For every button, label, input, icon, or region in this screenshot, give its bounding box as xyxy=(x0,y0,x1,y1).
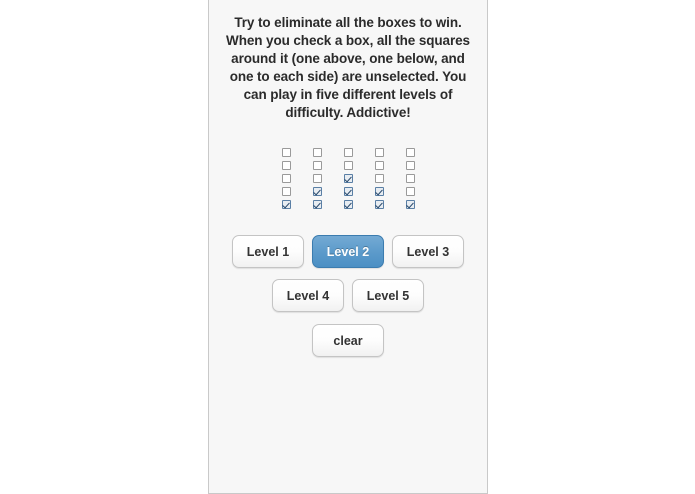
checkbox-cell-0-1[interactable] xyxy=(313,148,322,157)
checkbox-cell-3-4[interactable] xyxy=(406,187,415,196)
level-button-row2-2[interactable]: Level 5 xyxy=(352,279,424,312)
checkbox-cell-3-2[interactable] xyxy=(344,187,353,196)
level-button-1[interactable]: Level 1 xyxy=(232,235,304,268)
checkbox-cell-1-2[interactable] xyxy=(344,161,353,170)
checkbox-cell-1-1[interactable] xyxy=(313,161,322,170)
level-button-row2-1[interactable]: Level 4 xyxy=(272,279,344,312)
checkbox-grid-row xyxy=(282,187,415,196)
checkbox-cell-3-3[interactable] xyxy=(375,187,384,196)
checkbox-cell-2-2[interactable] xyxy=(344,174,353,183)
checkbox-cell-1-0[interactable] xyxy=(282,161,291,170)
checkbox-grid[interactable] xyxy=(273,148,423,209)
instructions-text: Try to eliminate all the boxes to win. When you check a box, all the squares around it (one above, one below, and one to each side) are unselected. You can play in five different levels of difficulty. Addictive! xyxy=(226,15,470,121)
checkbox-cell-4-1[interactable] xyxy=(313,200,322,209)
checkbox-grid-row xyxy=(282,161,415,170)
level-buttons xyxy=(209,235,487,312)
clear-button[interactable]: clear xyxy=(312,324,384,357)
checkbox-grid-row xyxy=(282,174,415,183)
checkbox-cell-1-3[interactable] xyxy=(375,161,384,170)
checkbox-cell-0-2[interactable] xyxy=(344,148,353,157)
app-window xyxy=(208,0,488,494)
checkbox-cell-1-4[interactable] xyxy=(406,161,415,170)
checkbox-cell-3-0[interactable] xyxy=(282,187,291,196)
checkbox-cell-4-0[interactable] xyxy=(282,200,291,209)
checkbox-cell-2-1[interactable] xyxy=(313,174,322,183)
checkbox-grid-row xyxy=(282,200,415,209)
checkbox-cell-0-0[interactable] xyxy=(282,148,291,157)
checkbox-grid-row xyxy=(282,148,415,157)
checkbox-cell-0-4[interactable] xyxy=(406,148,415,157)
checkbox-cell-2-0[interactable] xyxy=(282,174,291,183)
level-button-row-2 xyxy=(272,279,424,312)
checkbox-cell-4-3[interactable] xyxy=(375,200,384,209)
level-button-row-1 xyxy=(232,235,464,268)
checkbox-cell-4-4[interactable] xyxy=(406,200,415,209)
checkbox-cell-2-3[interactable] xyxy=(375,174,384,183)
checkbox-cell-2-4[interactable] xyxy=(406,174,415,183)
clear-button-row xyxy=(209,324,487,357)
level-button-2[interactable]: Level 2 xyxy=(312,235,384,268)
level-button-3[interactable]: Level 3 xyxy=(392,235,464,268)
checkbox-cell-3-1[interactable] xyxy=(313,187,322,196)
checkbox-cell-4-2[interactable] xyxy=(344,200,353,209)
checkbox-cell-0-3[interactable] xyxy=(375,148,384,157)
